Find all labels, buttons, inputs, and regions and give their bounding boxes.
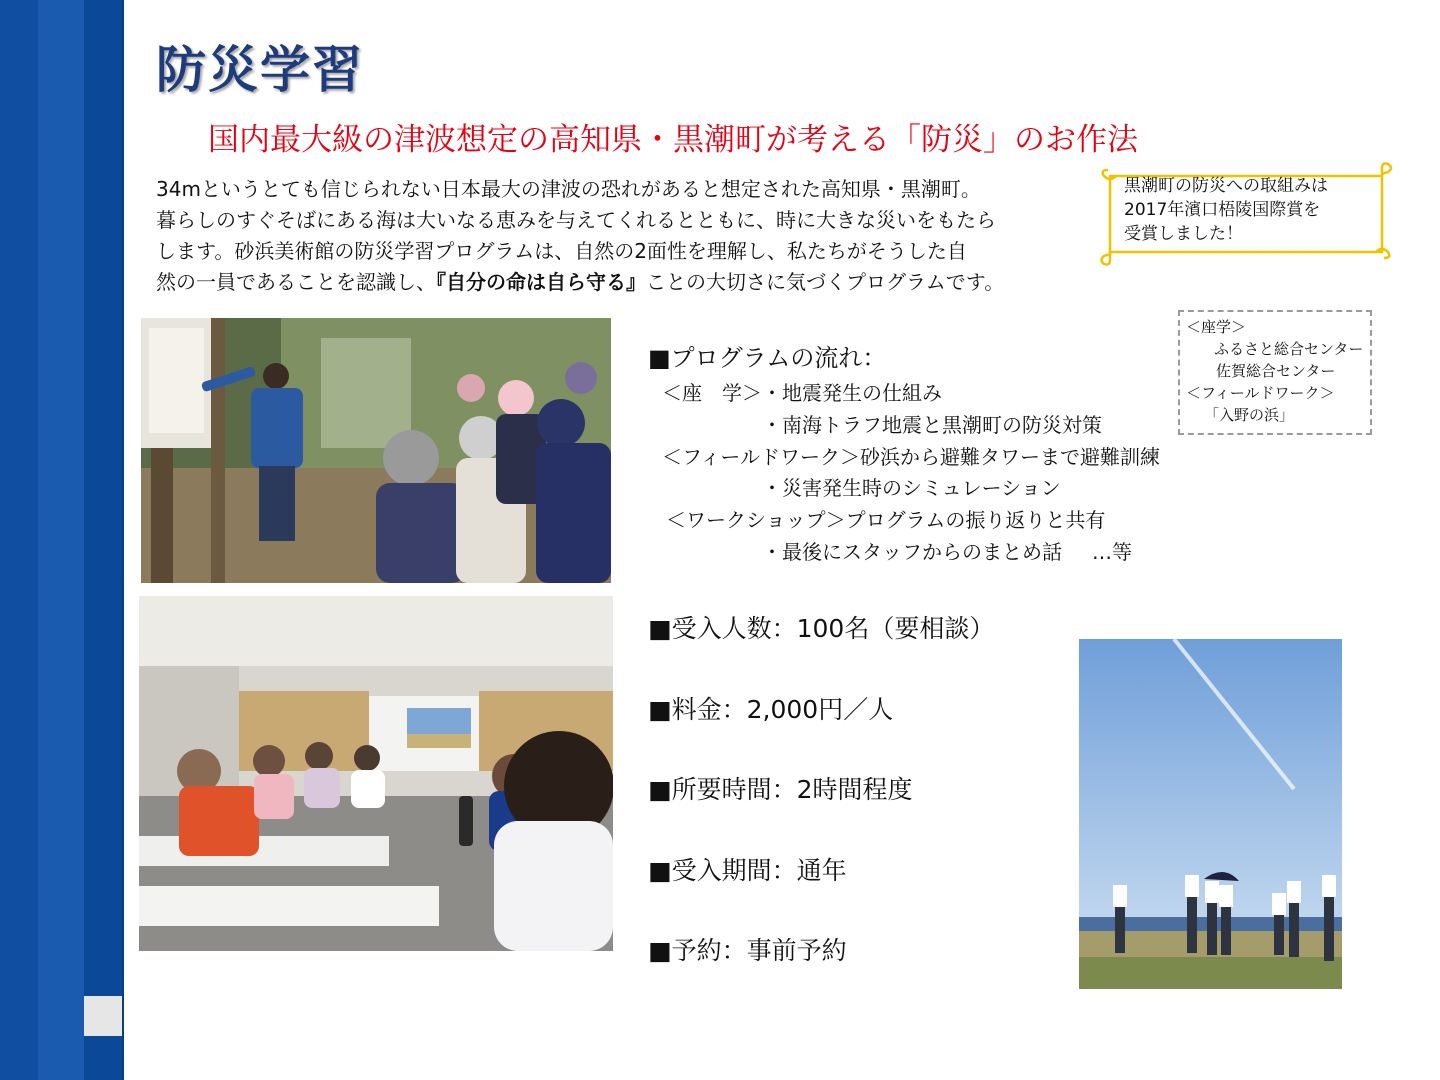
award-text — [1124, 174, 1386, 246]
program-line: ・南海トラフ地震と黒潮町の防災対策 — [762, 413, 1102, 437]
location-name: 「入野の浜」 — [1204, 406, 1295, 424]
sidebar-stripe — [0, 0, 38, 1080]
award-callout — [1100, 162, 1394, 266]
photo-classroom — [139, 596, 613, 951]
photo-beach — [1079, 639, 1342, 989]
fee-info: ■料金：2,000円／人 — [648, 695, 894, 724]
program-line: ＜ワークショップ＞プログラムの振り返りと共有 — [666, 508, 1106, 532]
page-title: 防災学習 — [156, 41, 364, 99]
location-box — [1178, 310, 1372, 435]
sidebar-stripe — [84, 0, 124, 1080]
sidebar-stripe — [38, 0, 84, 1080]
left-sidebar-decoration — [0, 0, 124, 1080]
award-line: 2017年濱口梧陵国際賞を — [1124, 200, 1321, 220]
intro-line — [156, 267, 1086, 298]
intro-line: 暮らしのすぐそばにある海は大いなる恵みを与えてくれるとともに、時に大きな災いをもたら — [156, 208, 996, 232]
capacity-info: ■受入人数：100名（要相談） — [648, 614, 995, 643]
program-line: …等 — [1092, 540, 1132, 564]
program-line: ・最後にスタッフからのまとめ話 — [762, 540, 1062, 564]
award-line: 受賞しました！ — [1124, 224, 1243, 244]
duration-info: ■所要時間：2時間程度 — [648, 775, 913, 804]
program-line: ・災害発生時のシミュレーション — [762, 476, 1061, 500]
location-category: ＜座学＞ — [1186, 318, 1247, 336]
intro-line: 34mというとても信じられない日本最大の津波の恐れがあると想定された高知県・黒潮町。 — [156, 177, 981, 201]
location-category: ＜フィールドワーク＞ — [1186, 384, 1335, 402]
sidebar-block — [84, 996, 124, 1036]
booking-info: ■予約：事前予約 — [648, 936, 847, 965]
intro-text: 然の一員であることを認識し、 — [156, 270, 436, 294]
intro-emphasis: 『自分の命は自ら守る』 — [436, 270, 646, 294]
program-heading: ■プログラムの流れ： — [648, 344, 887, 372]
intro-line: します。砂浜美術館の防災学習プログラムは、自然の2面性を理解し、私たちがそうした自 — [156, 239, 967, 263]
program-line: ＜座 学＞・地震発生の仕組み — [662, 381, 942, 405]
sidebar-edge — [122, 0, 124, 1080]
photo-outdoor-lecture — [141, 318, 611, 583]
intro-paragraph — [156, 174, 1086, 298]
page-subtitle: 国内最大級の津波想定の高知県・黒潮町が考える「防災」のお作法 — [208, 122, 1138, 158]
award-line: 黒潮町の防災への取組みは — [1124, 176, 1328, 196]
program-line: ＜フィールドワーク＞砂浜から避難タワーまで避難訓練 — [662, 445, 1160, 469]
period-info: ■受入期間：通年 — [648, 856, 847, 885]
location-name: 佐賀総合センター — [1216, 362, 1336, 380]
location-name: ふるさと総合センター — [1214, 340, 1364, 358]
intro-text: ことの大切さに気づくプログラムです。 — [646, 270, 1005, 294]
